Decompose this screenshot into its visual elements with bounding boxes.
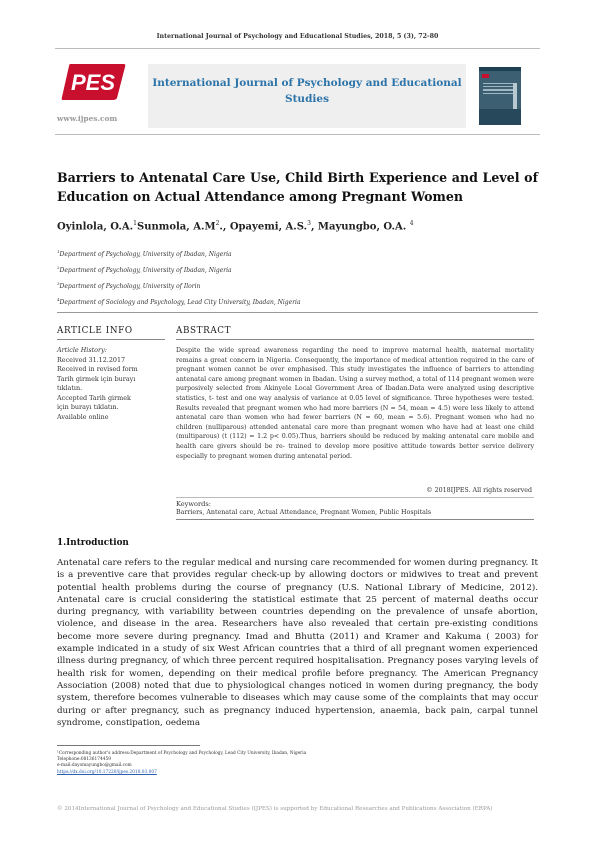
header-rule-bottom	[55, 134, 540, 135]
journal-website[interactable]: www.ijpes.com	[57, 114, 118, 123]
footnote-line: e-mail:dayomayungbo@gmail.com	[57, 763, 132, 769]
history-line: Received in revised form	[57, 365, 138, 373]
journal-cover-image	[479, 67, 521, 125]
affiliation-text: Department of Psychology, University of Ibadan, Nigeria	[59, 251, 232, 258]
affiliation-text: Department of Psychology, University of Ibadan, Nigeria	[59, 267, 232, 274]
journal-name: International Journal of Psychology and Educational Studies	[152, 77, 462, 105]
history-label: Article History:	[57, 346, 107, 354]
author-sup: 1	[133, 220, 137, 227]
affiliation	[57, 249, 232, 258]
author-sup: 4	[409, 220, 414, 227]
affiliation-sup: 1	[57, 249, 60, 254]
affiliation-rule	[57, 312, 538, 313]
abstract-heading: ABSTRACT	[176, 326, 232, 336]
footnote-rule	[57, 745, 200, 746]
affiliation	[57, 265, 232, 274]
header-rule	[55, 48, 540, 49]
introduction-text: Antenatal care refers to the regular medical and nursing care recommended for women during pregnancy. It is a preventive care that provides regular check-up by allowing doctors or midwives to treat and prevent potential health problems during the course of pregnancy (U.S. National Library of Medicine, 2012). Antenatal care is crucial considering the statistical estimate that 25 percent of maternal deaths occur during pregnancy, with variability between countries depending on the prevalence of unsafe abortion, violence, and disease in the area. Researchers have also revealed that certain pre-existing conditions become more severe during pregnancy. Imad and Bhutta (2011) and Kramer and Kakuma ( 2003) for example indicated in a study of six West African countries that a third of all pregnant women experienced illness during pregnancy, of which three percent required hospitalisation. Pregnancy poses varying levels of health risk for women, depending on their medical profile before pregnancy. The American Pregnancy Association (2008) noted that due to physiological changes noticed in women during pregnancy, the body system, therefore becomes vulnerable to diseases which may cause some of the complaints that may occur during or after pregnancy, such as pregnancy induced hypertension, anaemia, back pain, carpal tunnel syndrome, constipation, oedema	[57, 558, 538, 728]
author-name: Sunmola, A.M	[136, 221, 216, 233]
paper-title: Barriers to Antenatal Care Use, Child Birth Experience and Level of Education on Actual Attendance among Pregnant Women	[57, 170, 538, 204]
history-line: Available online	[57, 412, 109, 421]
abstract-text: Despite the wide spread awareness regarding the need to improve maternal health, maternal mortality remains a great concern in Nigeria. Consequently, the importance of medical attention required in the care of pregnant women cannot be over emphasised. This study investigates the influence of barriers to attending antenatal care among pregnant women in Ibadan. Using a survey method, a total of 114 pregnant women were purposively selected from Akinyele Local Government Area of Ibadan.Data were analyzed using descriptive statistics, t- test and one way analysis of variance at 0.05 level of significance. Three hypotheses were tested. Results revealed that pregnant women who had more barriers (N = 54, mean = 4.5) were less likely to attend antenatal care than women who had fewer barriers (N = 60, mean = 5.6). Pregnant women who had no children (nulliparous) attended antenatal care more than pregnant women who have had at least one child (multiparous) (t (112) = 1.2 p< 0.05).Thus, barriers should be reduced by making antenatal care mobile and health care givers should be re- trained to develop more positive attitude towards better service delivery especially to pregnant women during antenatal period.	[176, 347, 534, 460]
article-info-rule	[57, 339, 165, 340]
author-sup: 2	[215, 220, 220, 227]
affiliation-sup: 4	[57, 297, 60, 302]
author-name: , Mayungbo, O.A.	[310, 221, 407, 233]
footnote-line: ¹Corresponding author's address:Department of Psychology and Psychology, Lead City University, Ibadan, Nigeria	[57, 751, 307, 756]
copyright-notice: © 2018IJPES. All rights reserved	[426, 487, 532, 494]
author-name: Oyinlola, O.A.	[57, 221, 134, 233]
introduction-heading: 1.Introduction	[57, 538, 129, 548]
author-list	[57, 220, 414, 232]
history-line: Tarih girmek için burayı	[57, 374, 136, 383]
history-line: için burayı tıklatın.	[57, 403, 119, 411]
footnote-line: Telephone:08136174459	[57, 757, 111, 763]
affiliation-sup: 3	[57, 281, 60, 286]
author-name: ., Opayemi, A.S.	[219, 221, 308, 233]
running-head: International Journal of Psychology and Educational Studies, 2018, 5 (3), 72-80	[156, 33, 439, 40]
footnote	[57, 751, 437, 776]
article-history	[57, 346, 165, 422]
keywords-label: Keywords:	[176, 500, 211, 508]
history-line: Accepted Tarih girmek	[57, 393, 131, 402]
keywords-rule	[176, 497, 534, 498]
svg-text:PES: PES	[70, 70, 116, 95]
keywords-list: Barriers, Antenatal care, Actual Attendance, Pregnant Women, Public Hospitals	[176, 509, 432, 516]
abstract-rule	[176, 339, 534, 340]
article-info-heading: ARTICLE INFO	[57, 326, 133, 336]
doi-link[interactable]: https://dx.doi.org/10.17220/ijpes.2018.03.007	[57, 769, 157, 775]
affiliation	[57, 297, 301, 306]
affiliation-sup: 2	[57, 265, 60, 270]
affiliation-text: Department of Psychology, University of Ilorin	[59, 283, 201, 290]
affiliation	[57, 281, 200, 290]
pes-logo	[60, 62, 127, 102]
history-line: tıklatın.	[57, 384, 83, 392]
keywords-rule-bottom	[176, 519, 534, 520]
affiliation-text: Department of Sociology and Psychology, Lead City University, Ibadan, Nigeria	[59, 299, 301, 306]
history-line: Received 31.12.2017	[57, 355, 126, 364]
author-sup: 3	[307, 220, 311, 227]
page-footer: © 2014International Journal of Psychology and Educational Studies (IJPES) is supported by Educational Researches and Publications Association (ERPA)	[57, 806, 493, 812]
